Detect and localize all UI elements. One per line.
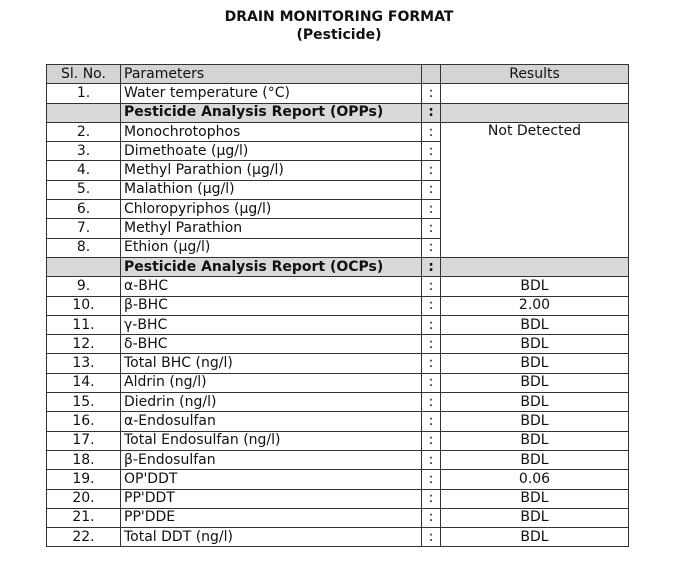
result-cell: BDL	[441, 489, 629, 508]
table-row	[47, 431, 629, 450]
sl-no-cell: 8.	[47, 238, 121, 257]
result-cell: BDL	[441, 354, 629, 373]
sl-no-cell: 7.	[47, 219, 121, 238]
section-title-opps: Pesticide Analysis Report (OPPs)	[121, 103, 422, 122]
colon-cell: :	[422, 335, 441, 354]
sl-no-cell: 2.	[47, 122, 121, 141]
table-row	[47, 84, 629, 103]
colon-cell: :	[422, 219, 441, 238]
sl-no-cell: 9.	[47, 277, 121, 296]
section-blank-cell	[441, 103, 629, 122]
table-row	[47, 393, 629, 412]
table-row	[47, 296, 629, 315]
colon-cell: :	[422, 373, 441, 392]
colon-cell: :	[422, 296, 441, 315]
colon-cell: :	[422, 393, 441, 412]
colon-cell: :	[422, 315, 441, 334]
colon-cell: :	[422, 489, 441, 508]
table-row	[47, 412, 629, 431]
table-row	[47, 354, 629, 373]
table-row	[47, 373, 629, 392]
parameter-cell: Total DDT (ng/l)	[121, 528, 422, 547]
colon-cell: :	[422, 180, 441, 199]
table-header	[47, 65, 629, 84]
sl-no-cell: 16.	[47, 412, 121, 431]
header-parameters: Parameters	[121, 65, 422, 84]
colon-cell: :	[422, 122, 441, 141]
sl-no-cell: 1.	[47, 84, 121, 103]
colon-cell: :	[422, 257, 441, 276]
result-cell: BDL	[441, 431, 629, 450]
sl-no-cell: 13.	[47, 354, 121, 373]
colon-cell: :	[422, 103, 441, 122]
result-cell: BDL	[441, 373, 629, 392]
merged-result-cell: Not Detected	[441, 122, 629, 257]
sl-no-cell: 11.	[47, 315, 121, 334]
parameter-cell: Malathion (µg/l)	[121, 180, 422, 199]
table-row	[47, 277, 629, 296]
section-title-ocps: Pesticide Analysis Report (OCPs)	[121, 257, 422, 276]
colon-cell: :	[422, 470, 441, 489]
table-row	[47, 470, 629, 489]
header-sl-no: Sl. No.	[47, 65, 121, 84]
sl-no-cell: 10.	[47, 296, 121, 315]
result-cell: BDL	[441, 277, 629, 296]
parameter-cell: OP'DDT	[121, 470, 422, 489]
section-blank-cell	[441, 257, 629, 276]
sl-no-cell: 12.	[47, 335, 121, 354]
sl-no-cell: 20.	[47, 489, 121, 508]
colon-cell: :	[422, 200, 441, 219]
parameter-cell: Total BHC (ng/l)	[121, 354, 422, 373]
table-row	[47, 508, 629, 527]
parameter-cell: Monochrotophos	[121, 122, 422, 141]
result-cell: 0.06	[441, 470, 629, 489]
parameter-cell: Dimethoate (µg/l)	[121, 142, 422, 161]
sl-no-cell: 21.	[47, 508, 121, 527]
section-row-ocps	[47, 257, 629, 276]
parameter-cell: α-BHC	[121, 277, 422, 296]
table-row	[47, 450, 629, 469]
table-row	[47, 122, 629, 141]
sl-no-cell: 3.	[47, 142, 121, 161]
sl-no-cell: 18.	[47, 450, 121, 469]
parameter-cell: PP'DDE	[121, 508, 422, 527]
colon-cell: :	[422, 450, 441, 469]
page-title: DRAIN MONITORING FORMAT	[224, 9, 454, 25]
result-cell: BDL	[441, 450, 629, 469]
table-body	[47, 84, 629, 547]
sl-no-cell: 5.	[47, 180, 121, 199]
parameter-cell: Chloropyriphos (µg/l)	[121, 200, 422, 219]
result-cell: BDL	[441, 393, 629, 412]
sl-no-cell: 19.	[47, 470, 121, 489]
header-results: Results	[441, 65, 629, 84]
result-cell: BDL	[441, 412, 629, 431]
section-blank-cell	[47, 103, 121, 122]
colon-cell: :	[422, 354, 441, 373]
table-row	[47, 528, 629, 547]
colon-cell: :	[422, 142, 441, 161]
page-subtitle: (Pesticide)	[296, 27, 382, 43]
parameter-cell: Total Endosulfan (ng/l)	[121, 431, 422, 450]
colon-cell: :	[422, 412, 441, 431]
result-cell: BDL	[441, 335, 629, 354]
colon-cell: :	[422, 238, 441, 257]
sl-no-cell: 14.	[47, 373, 121, 392]
sl-no-cell: 22.	[47, 528, 121, 547]
parameter-cell: β-BHC	[121, 296, 422, 315]
result-cell	[441, 84, 629, 103]
header-colon	[422, 65, 441, 84]
colon-cell: :	[422, 431, 441, 450]
parameter-cell: Diedrin (ng/l)	[121, 393, 422, 412]
sl-no-cell: 17.	[47, 431, 121, 450]
colon-cell: :	[422, 528, 441, 547]
parameter-cell: α-Endosulfan	[121, 412, 422, 431]
result-cell: BDL	[441, 528, 629, 547]
parameter-cell: Methyl Parathion (µg/l)	[121, 161, 422, 180]
table-row	[47, 335, 629, 354]
table-row	[47, 489, 629, 508]
parameter-cell: Ethion (µg/l)	[121, 238, 422, 257]
parameter-cell: β-Endosulfan	[121, 450, 422, 469]
section-row-opps	[47, 103, 629, 122]
parameter-cell: Aldrin (ng/l)	[121, 373, 422, 392]
result-cell: BDL	[441, 315, 629, 334]
results-table	[46, 64, 629, 547]
parameter-cell: Methyl Parathion	[121, 219, 422, 238]
parameter-cell: PP'DDT	[121, 489, 422, 508]
section-blank-cell	[47, 257, 121, 276]
colon-cell: :	[422, 277, 441, 296]
result-cell: BDL	[441, 508, 629, 527]
sl-no-cell: 4.	[47, 161, 121, 180]
parameter-cell: γ-BHC	[121, 315, 422, 334]
colon-cell: :	[422, 161, 441, 180]
colon-cell: :	[422, 84, 441, 103]
parameter-cell: δ-BHC	[121, 335, 422, 354]
sl-no-cell: 15.	[47, 393, 121, 412]
result-cell: 2.00	[441, 296, 629, 315]
parameter-cell: Water temperature (°C)	[121, 84, 422, 103]
colon-cell: :	[422, 508, 441, 527]
table-row	[47, 315, 629, 334]
header-row	[47, 65, 629, 84]
sl-no-cell: 6.	[47, 200, 121, 219]
